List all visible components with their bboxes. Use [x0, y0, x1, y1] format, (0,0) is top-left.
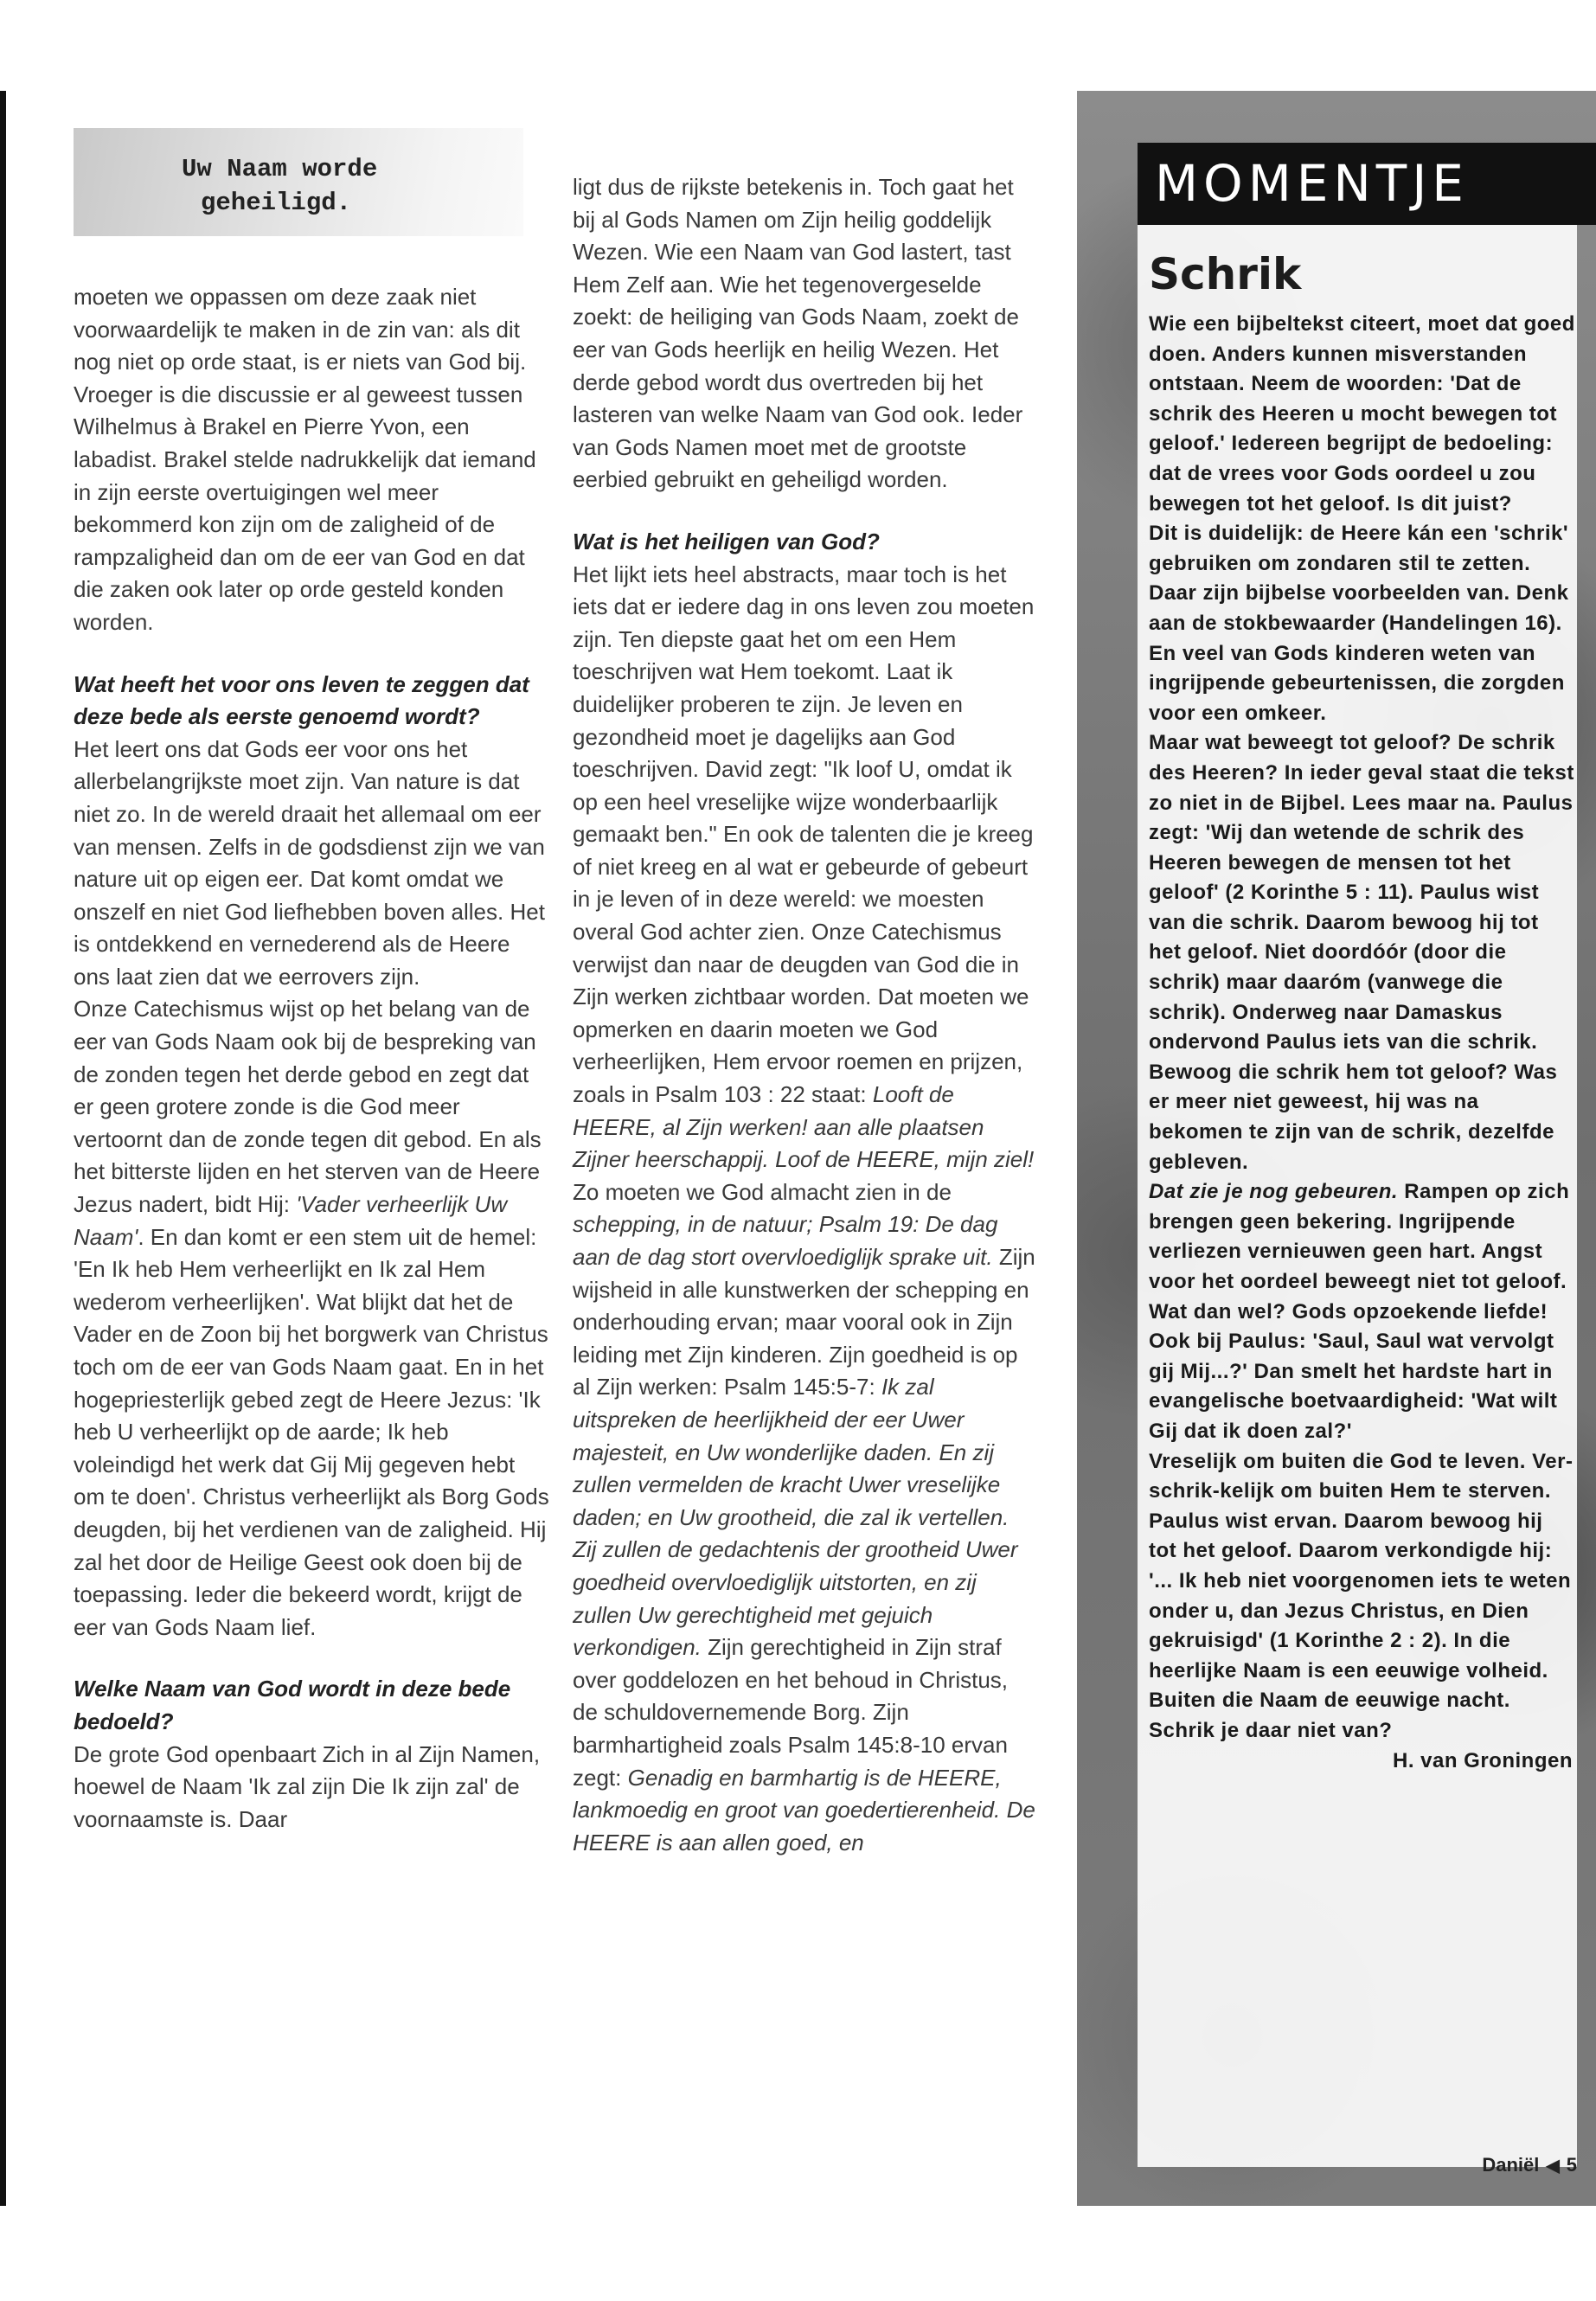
sidebar-paragraph: Maar wat beweegt tot geloof? De schrik des Heeren? In ieder geval staat die tekst zo niet in de Bijbel. Lees maar na. Paulus zegt: 'Wij dan wetende de schrik des Heeren bewegen de mensen tot het geloof' (2 Korinthe 5 : 11). Paulus wist van die schrik. Daarom bewoog hij tot het geloof. Niet doordóór (door die schrik) maar daaróm (vanwege die schrik). Onderweg naar Damaskus ondervond Paulus iets van die schrik. Bewoog die schrik hem tot geloof? Was er meer niet geweest, hij was na bekomen te zijn van de schrik, dezelfde gebleven.	[1149, 731, 1574, 1174]
sidebar-paragraph: Dat zie je nog gebeuren. Rampen op zich brengen geen bekering. Ingrijpende verliezen vernieuwen geen hart. Angst voor het oordeel beweegt niet tot geloof. Wat dan wel? Gods opzoekende liefde! Ook bij Paulus: 'Saul, Saul wat vervolgt gij Mij...?' Dan smelt het hardste hart in evangelische boetvaardigheid: 'Wat wilt Gij dat ik doen zal?'	[1149, 1180, 1570, 1443]
paragraph: moeten we oppassen om deze zaak niet voorwaardelijk te maken in de zin van: als dit nog niet op orde staat, is er niets van God bij. Vroeger is die discussie er al geweest tussen Wilhelmus à Brakel en Pierre Yvon, een labadist. Brakel stelde nadrukkelijk dat iemand in zijn eerste overtuigingen wel meer bekommerd kon zijn om de zaligheid of de rampzaligheid dan om de eer van God en dat die zaken ook later op orde gesteld konden worden.	[74, 284, 536, 635]
sidebar-title: Schrik	[1149, 249, 1302, 299]
sidebar-paragraph: Schrik je daar niet van?	[1149, 1718, 1393, 1742]
arrow-icon: ◀	[1546, 2156, 1560, 2176]
column-1	[74, 128, 549, 1836]
pull-quote-line-1: Uw Naam worde	[182, 155, 378, 183]
page-footer	[1482, 2154, 1577, 2176]
pull-quote-line-2: geheiligd.	[201, 189, 352, 218]
paragraph: De grote God openbaart Zich in al Zijn Namen, hoewel de Naam 'Ik zal zijn Die Ik zijn zal' de voornaamste is. Daar	[74, 1740, 541, 1832]
sidebar-paragraph: Wie een bijbeltekst citeert, moet dat goed doen. Anders kunnen misverstanden ontstaan. Neem de woorden: 'Dat de schrik des Heeren u mocht bewegen tot geloof.' Iedereen begrijpt de bedoeling: dat de vrees voor Gods oordeel u zou bewegen tot het geloof. Is dit juist?	[1149, 312, 1575, 516]
magazine-name: Daniël	[1482, 2154, 1540, 2176]
paragraph: Het leert ons dat Gods eer voor ons het allerbelangrijkste moet zijn. Van nature is dat niet zo. In de wereld draait het allemaal om eer van mensen. Zelfs in de godsdienst zijn we van nature uit op eigen eer. Dat komt omdat we onszelf en niet God liefhebben boven alles. Het is ontdekkend en vernederend als de Heere ons laat zien dat we eerrovers zijn.	[74, 735, 545, 990]
question-heading: Welke Naam van God wordt in deze bede bedoeld?	[74, 1676, 511, 1734]
page-number: 5	[1566, 2154, 1577, 2176]
question-heading: Wat is het heiligen van God?	[573, 528, 880, 554]
sidebar-header: MOMENTJE	[1138, 143, 1596, 225]
pull-quote	[74, 128, 523, 236]
paragraph: Het lijkt iets heel abstracts, maar toch is het iets dat er iedere dag in ons leven zou moeten zijn. Ten diepste gaat het om een Hem toeschrijven wat Hem toekomt. Laat ik duidelijker proberen te zijn. Je leven en gezondheid moet je dagelijks aan God toeschrijven. David zegt: "Ik loof U, omdat ik op een heel vreselijke wijze wonderbaarlijk gemaakt ben." En ook de talenten die je kreeg of niet kreeg en al wat er gebeurde of gebeurt in je leven of in deze wereld: we moesten overal God achter zien. Onze Catechismus verwijst dan naar de deugden van God die in Zijn werken zichtbaar worden. Dat moeten we opmerken en daarin moeten we God verheerlijken, Hem ervoor roemen en prijzen, zoals in Psalm 103 : 22 staat: Looft de HEERE, al Zijn werken! aan alle plaatsen Zijner heerschappij. Loof de HEERE, mijn ziel! Zo moeten we God almacht zien in de schepping, in de natuur; Psalm 19: De dag aan de dag stort overvloediglijk sprake uit. Zijn wijsheid in alle kunstwerken der schepping en onderhouding ervan; maar vooral ook in Zijn leiding met Zijn kinderen. Zijn goedheid is op al Zijn werken: Psalm 145:5-7: Ik zal uitspreken de heerlijkheid der eer Uwer majesteit, en Uw wonderlijke daden. En zij zullen vermelden de kracht Uwer vreselijke daden; en Uw grootheid, die zal ik vertellen. Zij zullen de gedachtenis der grootheid Uwer goedheid overvloediglijk uitstorten, en zij zullen Uw gerechtigheid met gejuich verkondigen. Zijn gerechtigheid in Zijn straf over goddelozen en het behoud in Christus, de schuldovernemende Borg. Zijn barmhartigheid zoals Psalm 145:8-10 ervan zegt: Genadig en barmhartig is de HEERE, lankmoedig en groot van goedertierenheid. De HEERE is aan allen goed, en	[573, 561, 1035, 1856]
author-signature: H. van Groningen	[1392, 1748, 1573, 1772]
column-2	[573, 171, 1035, 1859]
momentje-sidebar	[1077, 91, 1596, 2206]
sidebar-panel	[1138, 225, 1577, 2167]
paragraph: ligt dus de rijkste betekenis in. Toch gaat het bij al Gods Namen om Zijn heilig goddelijk Wezen. Wie een Naam van God lastert, tast Hem Zelf aan. Wie het tegenovergeselde zoekt: de heiliging van Gods Naam, zoekt de eer van Gods heerlijk en heilig Wezen. Het derde gebod wordt dus overtreden bij het lasteren van welke Naam van God ook. Ieder van Gods Namen moet met de grootste eerbied gebruikt en geheiligd worden.	[573, 174, 1023, 493]
sidebar-paragraph: Vreselijk om buiten die God te leven. Ver-schrik-kelijk om buiten Hem te sterven. Paulus wist ervan. Daarom bewoog hij tot het geloof. Daarom verkondigde hij: '... Ik heb niet voorgenomen iets te weten onder u, dan Jezus Christus, en Dien gekruisigd' (1 Korinthe 2 : 2). In die heerlijke Naam is een eeuwige volheid. Buiten die Naam de eeuwige nacht.	[1149, 1449, 1574, 1713]
question-heading: Wat heeft het voor ons leven te zeggen dat deze bede als eerste genoemd wordt?	[74, 670, 529, 730]
sidebar-paragraph: Dit is duidelijk: de Heere kán een 'schrik' gebruiken om zondaren stil te zetten. Daar zijn bijbelse voorbeelden van. Denk aan de stokbewaarder (Handelingen 16). En veel van Gods kinderen weten van ingrijpende gebeurtenissen, die zorgden voor een omkeer.	[1149, 522, 1569, 725]
page-edge	[0, 91, 6, 2206]
paragraph: Onze Catechismus wijst op het belang van de eer van Gods Naam ook bij de bespreking van de zonden tegen het derde gebod en zegt dat er geen grotere zonde is die God meer vertoornt dan de zonde tegen dit gebod. En als het bitterste lijden en het sterven van de Heere Jezus nadert, bidt Hij: 'Vader verheerlijk Uw Naam'. En dan komt er een stem uit de hemel: 'En Ik heb Hem verheerlijkt en Ik zal Hem wederom verheerlijken'. Wat blijkt dat het de Vader en de Zoon bij het borgwerk van Christus toch om de eer van Gods Naam gaat. En in het hogepriesterlijk gebed zegt de Heere Jezus: 'Ik heb U verheerlijkt op de aarde; Ik heb voleindigd het werk dat Gij Mij gegeven hebt om te doen'. Christus verheerlijkt als Borg Gods deugden, bij het verdienen van de zaligheid. Hij zal het door de Heilige Geest ook doen bij de toepassing. Ieder die bekeerd wordt, krijgt de eer van Gods Naam lief.	[74, 996, 549, 1640]
